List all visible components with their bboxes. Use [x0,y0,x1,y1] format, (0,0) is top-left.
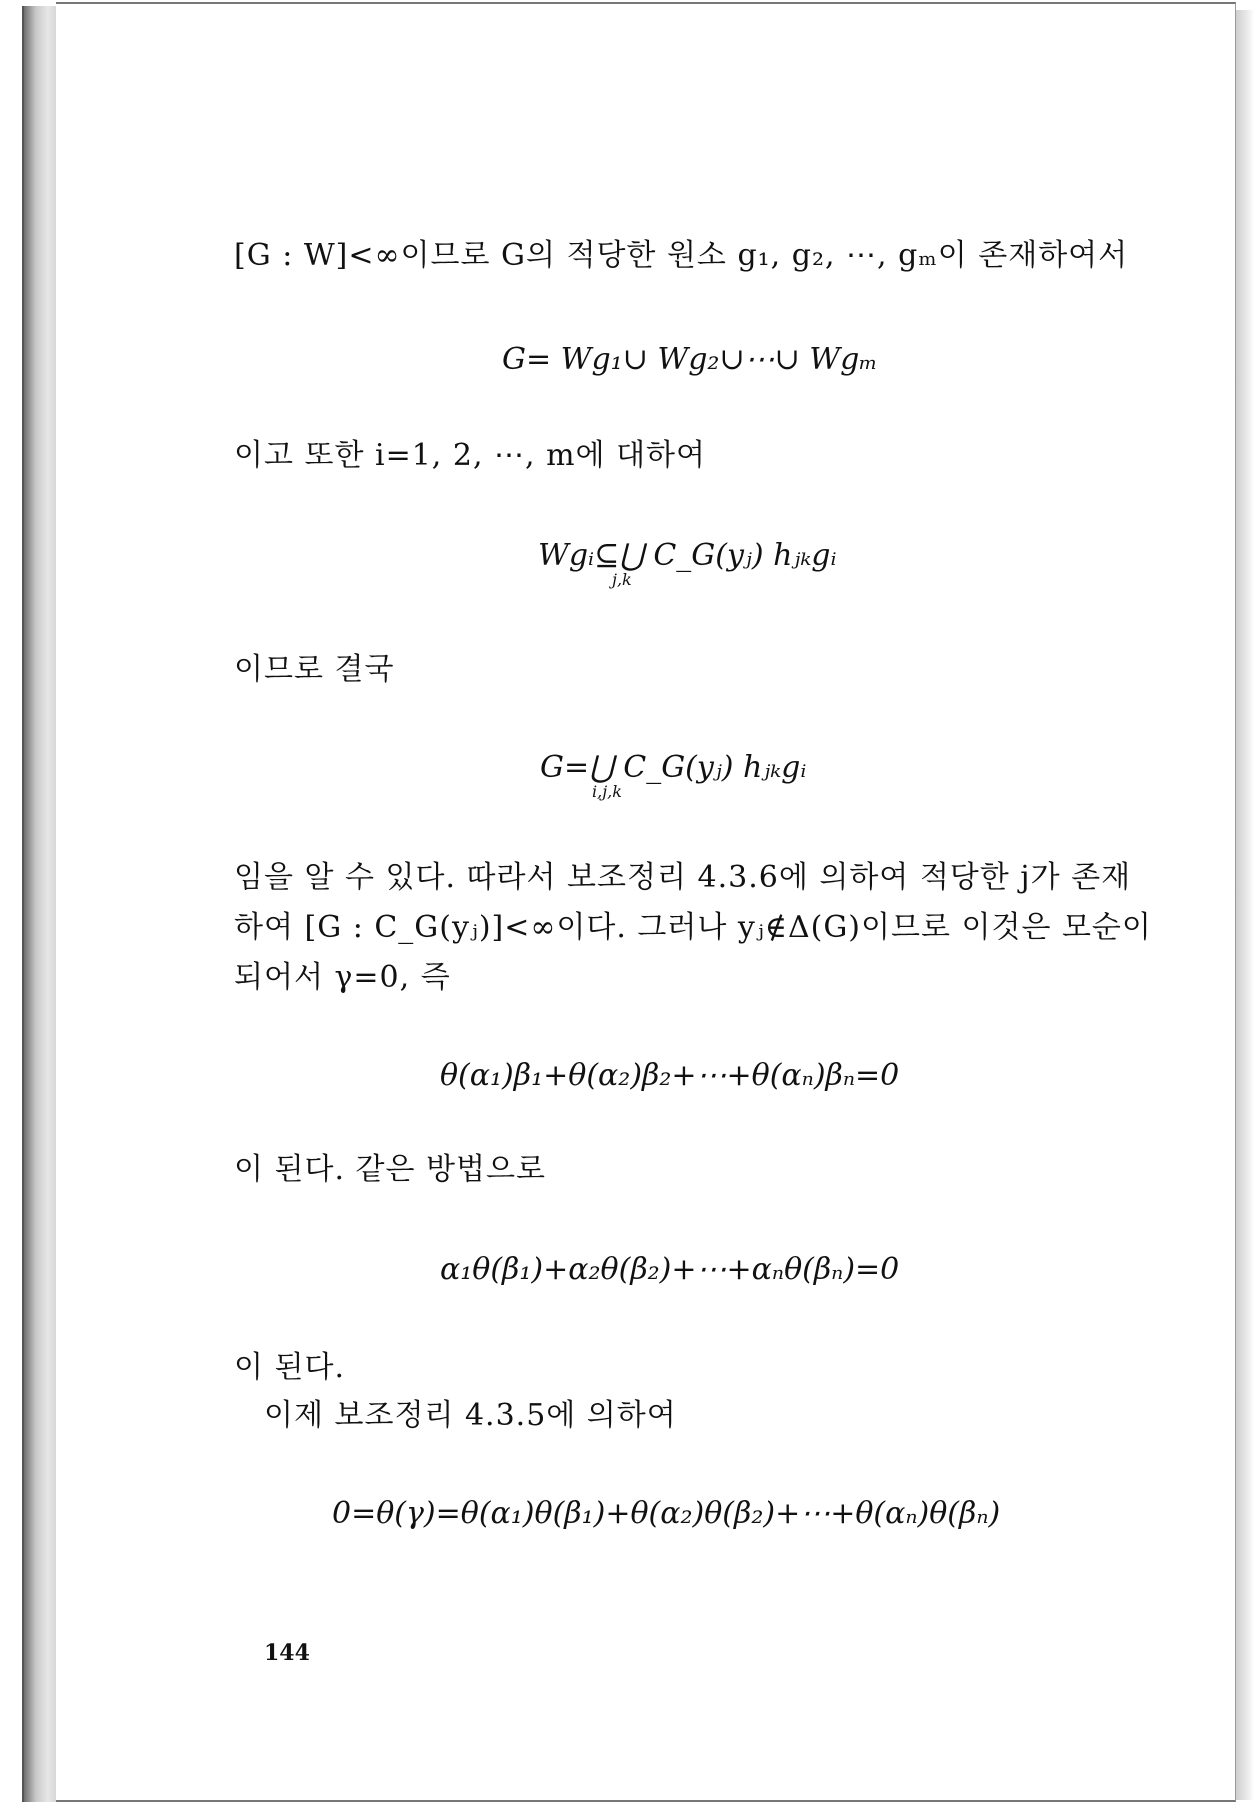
equation-6: 0=θ(γ)=θ(α₁)θ(β₁)+θ(α₂)θ(β₂)+⋯+θ(αₙ)θ(βₙ) [332,1496,1001,1531]
equation-2-subscript: j,k [612,570,632,589]
page-number: 144 [264,1640,310,1666]
book-spine [22,6,58,1802]
equation-4: θ(α₁)β₁+θ(α₂)β₂+⋯+θ(αₙ)βₙ=0 [440,1058,900,1093]
text-line-6: 이제 보조정리 4.3.5에 의하여 [264,1398,677,1433]
paragraph-line-3: 되어서 γ=0, 즉 [234,960,451,995]
equation-5: α₁θ(β₁)+α₂θ(β₂)+⋯+αₙθ(βₙ)=0 [440,1252,900,1287]
equation-2: Wgᵢ⊆⋃ C_G(yⱼ) hⱼₖgᵢ [538,538,837,573]
text-line-5: 이 된다. [234,1350,346,1385]
book-page [56,2,1236,1802]
text-line-2: 이고 또한 i=1, 2, ⋯, m에 대하여 [234,438,707,473]
text-line-3: 이므로 결국 [234,652,395,687]
equation-3: G=⋃ C_G(yⱼ) hⱼₖgᵢ [540,750,807,785]
text-line-1: [G : W]<∞이므로 G의 적당한 원소 g₁, g₂, ⋯, gₘ이 존재하여서 [234,238,1129,273]
text-line-4: 이 된다. 같은 방법으로 [234,1152,546,1187]
page-edge [1236,10,1254,1800]
equation-3-subscript: i,j,k [592,782,622,801]
equation-1: G= Wg₁∪ Wg₂∪⋯∪ Wgₘ [502,342,878,377]
paragraph-line-2: 하여 [G : C_G(yⱼ)]<∞이다. 그러나 yⱼ∉Δ(G)이므로 이것은 모순이 [234,910,1152,945]
paragraph-line-1: 임을 알 수 있다. 따라서 보조정리 4.3.6에 의하여 적당한 j가 존재 [234,860,1132,895]
